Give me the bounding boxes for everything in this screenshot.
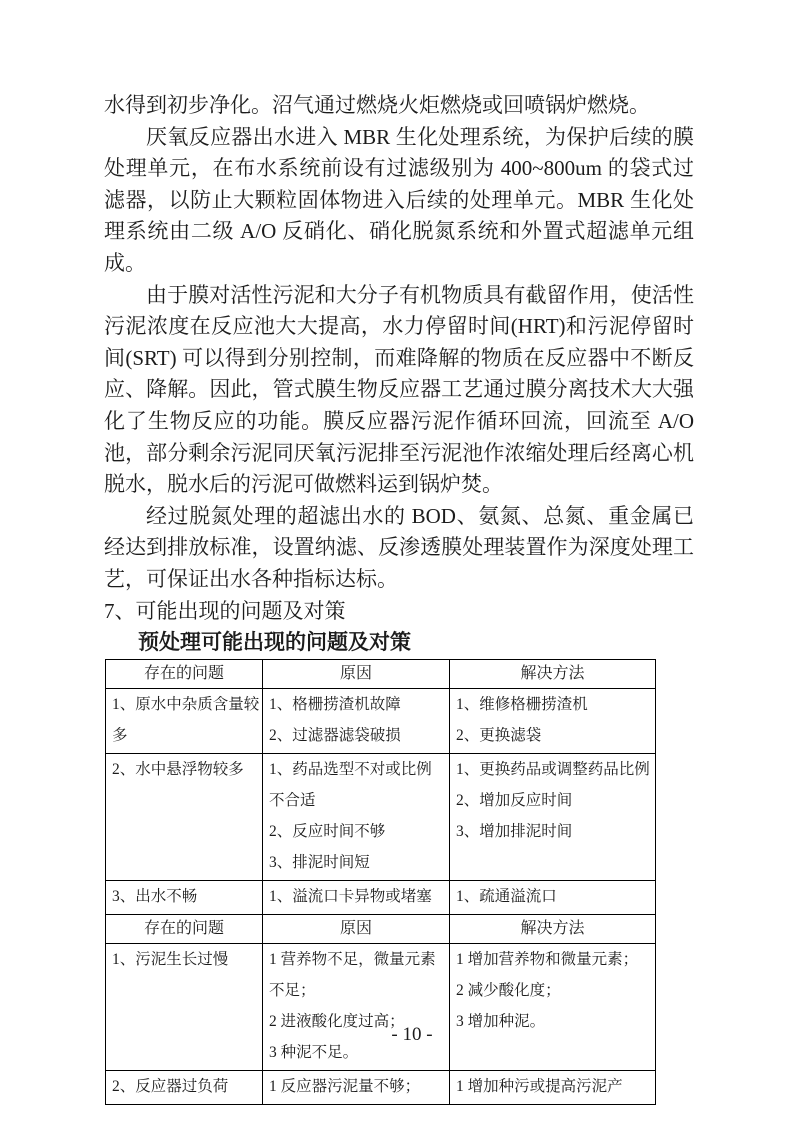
cell-line: 1 反应器污泥量不够； xyxy=(269,1077,421,1095)
section-heading: 7、可能出现的问题及对策 xyxy=(104,598,346,623)
paragraph-membrane-function: 由于膜对活性污泥和大分子有机物质具有截留作用，使活性污泥浓度在反应池大大提高，水力停留时间(HRT)和污泥停留时间(SRT) 可以得到分别控制，而难降解的物质在反应器中不断反应、降解。因此，管式膜生物反应器工艺通过膜分离技术大大强化了生物反应的功能。膜反应器污泥作循环回流，回流至 A/O 池，部分剩余污泥同厌氧污泥排至污泥池作浓缩处理后经离心机脱水，脱水后的污泥可做燃料运到锅炉焚。 xyxy=(104,282,694,497)
column-header-problem: 存在的问题 xyxy=(106,914,263,943)
column-header-problem: 存在的问题 xyxy=(106,659,263,688)
cell-line: 1、疏通溢流口 xyxy=(456,887,557,905)
column-header-solution: 解决方法 xyxy=(450,659,656,688)
cell-line: 1、更换药品或调整药品比例 xyxy=(456,760,650,778)
cause-cell xyxy=(263,943,450,1070)
problem-cell xyxy=(106,943,263,1070)
table-header-row xyxy=(106,659,656,688)
cause-cell xyxy=(263,753,450,880)
problem-cell xyxy=(106,753,263,880)
solution-cell xyxy=(450,880,656,914)
cell-line: 2、增加反应时间 xyxy=(456,791,573,809)
table-title: 预处理可能出现的问题及对策 xyxy=(138,630,411,655)
cell-line: 2 减少酸化度； xyxy=(456,981,561,999)
cell-line: 3、排泥时间短 xyxy=(269,853,370,871)
solution-cell xyxy=(450,753,656,880)
table-row xyxy=(106,688,656,753)
solution-cell xyxy=(450,943,656,1070)
problem-cell xyxy=(106,1070,263,1104)
table-header-row xyxy=(106,914,656,943)
table-row xyxy=(106,753,656,880)
cell-line: 2、更换滤袋 xyxy=(456,726,542,744)
paragraph-effluent-standard: 经过脱氮处理的超滤出水的 BOD、氨氮、总氮、重金属已经达到排放标准，设置纳滤、反渗透膜处理装置作为深度处理工艺，可保证出水各种指标达标。 xyxy=(104,503,694,591)
cell-line: 1 增加种污或提高污泥产 xyxy=(456,1077,623,1095)
table-row xyxy=(106,1070,656,1104)
cell-line: 2 进液酸化度过高； xyxy=(269,1012,405,1030)
cause-cell xyxy=(263,1070,450,1104)
paragraph-mbr-system: 厌氧反应器出水进入 MBR 生化处理系统，为保护后续的膜处理单元，在布水系统前设有过滤级别为 400~800um 的袋式过滤器，以防止大颗粒固体物进入后续的处理单元。MBR 生化处理系统由二级 A/O 反硝化、硝化脱氮系统和外置式超滤单元组成。 xyxy=(104,124,694,275)
cell-line: 3 增加种泥。 xyxy=(456,1012,546,1030)
cell-line: 3、出水不畅 xyxy=(112,887,198,905)
cause-cell xyxy=(263,880,450,914)
page-number: - 10 - xyxy=(391,1024,433,1045)
table-row xyxy=(106,943,656,1070)
cell-line: 3 种泥不足。 xyxy=(269,1043,359,1061)
cell-line: 2、水中悬浮物较多 xyxy=(112,760,244,778)
cell-line: 1、维修格栅捞渣机 xyxy=(456,695,588,713)
body-text xyxy=(104,90,694,1105)
column-header-cause: 原因 xyxy=(263,914,450,943)
cell-line: 2、反应器过负荷 xyxy=(112,1077,229,1095)
cell-line: 1 营养物不足，微量元素不足； xyxy=(269,950,436,999)
cause-cell xyxy=(263,688,450,753)
problem-cell xyxy=(106,688,263,753)
cell-line: 1、污泥生长过慢 xyxy=(112,950,229,968)
column-header-cause: 原因 xyxy=(263,659,450,688)
cell-line: 1、格栅捞渣机故障 xyxy=(269,695,401,713)
cell-line: 1、原水中杂质含量较多 xyxy=(112,695,260,744)
cell-line: 3、增加排泥时间 xyxy=(456,822,573,840)
cell-line: 2、过滤器滤袋破损 xyxy=(269,726,401,744)
column-header-solution: 解决方法 xyxy=(450,914,656,943)
table-row xyxy=(106,880,656,914)
problem-cell xyxy=(106,880,263,914)
cell-line: 2、反应时间不够 xyxy=(269,822,386,840)
cell-line: 1 增加营养物和微量元素； xyxy=(456,950,639,968)
cell-line: 1、溢流口卡异物或堵塞 xyxy=(269,887,432,905)
paragraph-continuation: 水得到初步净化。沼气通过燃烧火炬燃烧或回喷锅炉燃烧。 xyxy=(104,93,650,117)
solution-cell xyxy=(450,688,656,753)
cell-line: 1、药品选型不对或比例不合适 xyxy=(269,760,432,809)
solution-cell xyxy=(450,1070,656,1104)
